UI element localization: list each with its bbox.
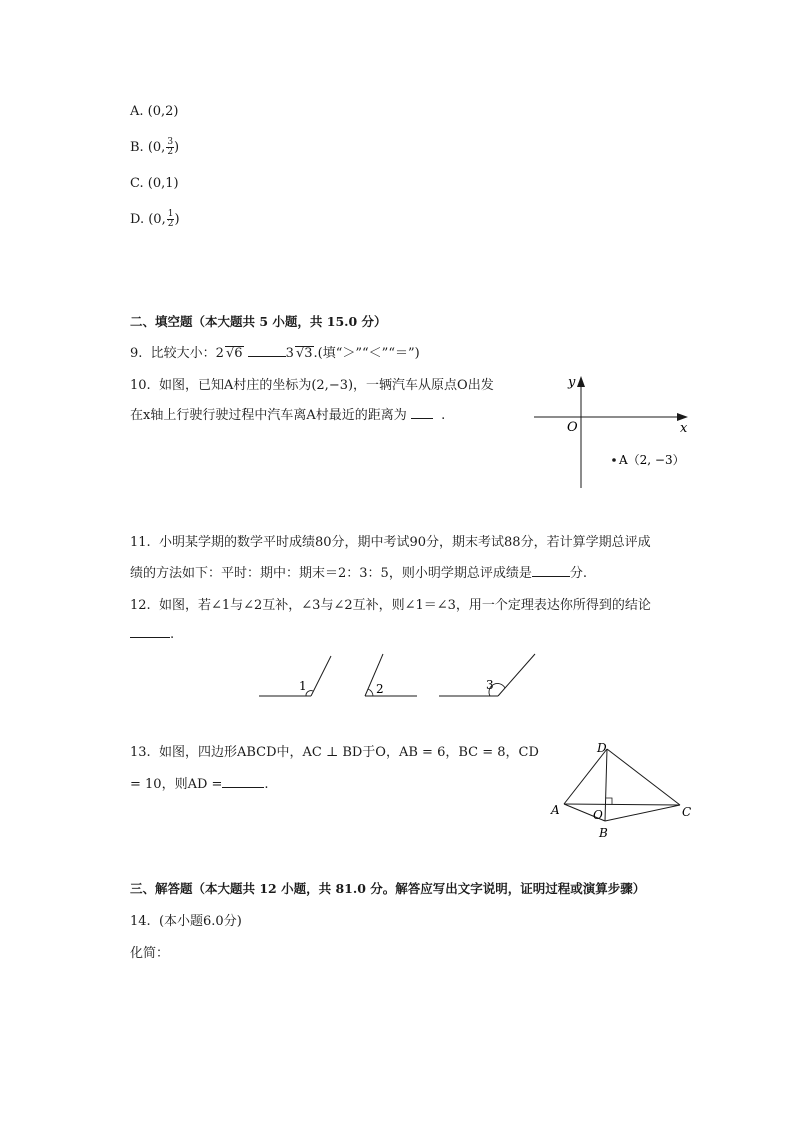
answer-blank[interactable] [222, 774, 264, 788]
sqrt: √3 [295, 346, 313, 361]
quadrilateral-figure [548, 738, 698, 844]
y-axis-label: y [568, 375, 576, 390]
answer-blank[interactable] [532, 563, 570, 577]
question-13-line2: = 10，则AD = . [130, 773, 269, 792]
option-b: B. (0, $\frac{3}{2}$ ) [130, 137, 180, 157]
option-d: D. (0, $\frac{1}{2}$ ) [130, 209, 180, 229]
sqrt: √6 [225, 346, 243, 361]
x-axis-arrow [677, 413, 688, 421]
question-14-header: 14. (本小题6.0分) [130, 914, 242, 929]
section-2-title: 二、填空题（本大题共 5 小题，共 15.0 分） [130, 314, 387, 329]
angle-1-figure [259, 656, 331, 696]
vertex-c-label: C [682, 805, 692, 819]
angles-figure [255, 648, 545, 704]
angle-3-figure [439, 654, 535, 696]
question-12-line2: . [130, 624, 174, 642]
answer-blank[interactable] [130, 624, 170, 638]
answer-blank[interactable] [411, 405, 433, 419]
angle-3-label: 3 [486, 678, 494, 692]
section-3-title: 三、解答题（本大题共 12 小题，共 81.0 分。解答应写出文字说明，证明过程或演算步骤） [130, 881, 646, 896]
vertex-a-label: A [551, 803, 560, 817]
question-10-line2: 在x轴上行驶行驶过程中汽车离A村最近的距离为 . [130, 404, 445, 423]
option-a: A. (0,2) [130, 104, 179, 119]
angle-2-figure [365, 654, 417, 696]
answer-blank[interactable] [248, 343, 286, 357]
angle-2-label: 2 [376, 682, 384, 696]
question-10-line1: 10. 如图，已知A村庄的坐标为(2,−3)，一辆汽车从原点O出发 [130, 378, 494, 393]
side-da [564, 749, 607, 804]
fraction: $\frac{3}{2}$ [167, 137, 174, 157]
fraction: $\frac{1}{2}$ [167, 209, 174, 229]
question-14-instruction: 化简： [130, 946, 170, 961]
x-axis-label: x [680, 421, 688, 436]
side-dc [607, 749, 680, 805]
question-13-line1: 13. 如图，四边形ABCD中，AC ⊥ BD于O，AB = 6，BC = 8，CD [130, 745, 539, 760]
vertex-b-label: B [599, 826, 608, 840]
question-11-line2: 绩的方法如下：平时：期中：期末＝2：3：5，则小明学期总评成绩是 分. [130, 562, 587, 581]
question-11-line1: 11. 小明某学期的数学平时成绩80分，期中考试90分，期末考试88分，若计算学期总评成 [130, 535, 651, 550]
question-12-line1: 12. 如图，若∠1与∠2互补，∠3与∠2互补，则∠1＝∠3，用一个定理表达你所得到的结论 [130, 598, 651, 613]
point-a [612, 458, 616, 462]
point-a-label: A（2, −3） [619, 453, 685, 467]
side-bc [605, 805, 680, 821]
diagonal-bd [605, 749, 607, 821]
right-angle-mark [606, 798, 612, 804]
coordinate-plane-figure [530, 372, 700, 492]
diagonal-ac [564, 804, 680, 805]
option-c: C. (0,1) [130, 176, 179, 191]
vertex-d-label: D [597, 741, 607, 755]
y-axis-arrow [577, 376, 585, 387]
origin-label: O [567, 420, 578, 435]
point-o-label: O [593, 808, 603, 822]
angle-1-label: 1 [299, 679, 307, 693]
question-9: 9. 比较大小：2 √6 3 √3.(填“＞”“＜”“＝”) [130, 342, 420, 361]
